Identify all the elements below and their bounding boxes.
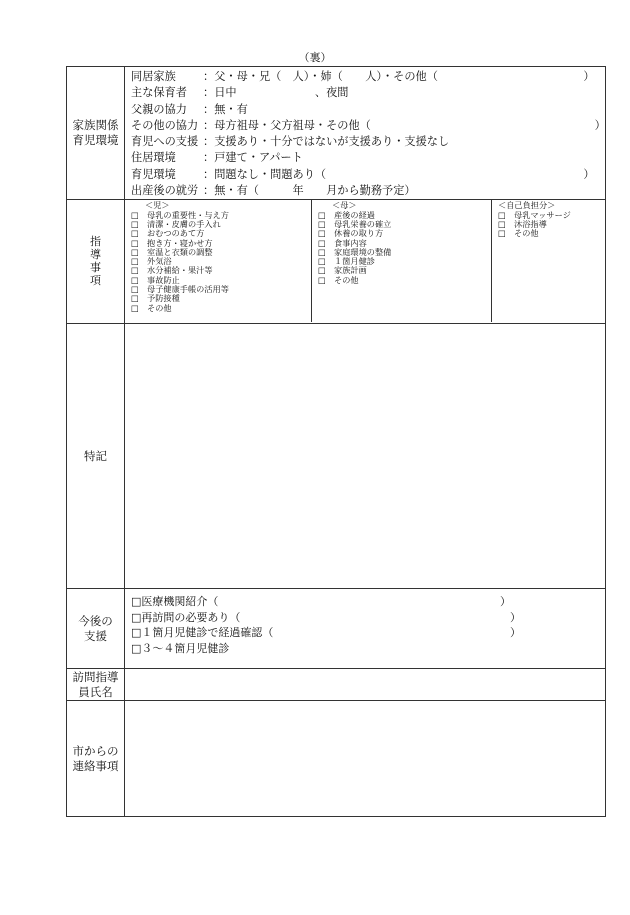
family-row-value[interactable]: ：日中 、夜間 [203, 86, 349, 100]
city-label: 市からの 連絡事項 [72, 743, 119, 773]
family-row-value[interactable]: ：父・母・兄（ 人）・姉（ 人）・その他（ ） [203, 70, 595, 83]
checkbox-icon[interactable]: □ [131, 256, 139, 267]
visit-record-form [66, 66, 606, 817]
self-guidance-item-label: 母乳マッサージ [514, 209, 571, 220]
child-guidance-item-label: 抱き方・寝かせ方 [147, 237, 213, 248]
child-guidance-item-label: その他 [147, 302, 172, 313]
page-label: （裏） [298, 51, 332, 64]
checkbox-icon[interactable]: □ [131, 302, 139, 313]
checkbox-icon[interactable]: □ [498, 228, 506, 239]
child-guidance-item-label: 外気浴 [147, 256, 172, 267]
guidance-label: 指 導 事 項 [90, 235, 101, 288]
family-label: 家族関係 育児環境 [72, 118, 119, 148]
checkbox-icon[interactable]: □ [498, 209, 506, 220]
notes-label-cell [67, 324, 125, 589]
future-support-text: □医療機関紹介（ [131, 595, 219, 609]
mother-guidance-item-label: その他 [334, 274, 359, 285]
family-row [131, 85, 605, 101]
family-row-key: その他の協力 [131, 118, 199, 132]
future-support-cell[interactable] [125, 589, 606, 669]
future-support-item[interactable] [131, 641, 521, 657]
self-guidance-item-label: 沐浴指導 [514, 218, 547, 229]
checkbox-icon[interactable]: □ [131, 209, 139, 220]
family-row [131, 102, 605, 118]
future-support-text: □再訪問の必要あり（ [131, 610, 241, 624]
future-support-close: ） [510, 610, 521, 624]
family-row-key: 住居環境 [131, 151, 176, 165]
checkbox-icon[interactable]: □ [131, 265, 139, 276]
child-guidance-item-label: 予防接種 [147, 293, 180, 304]
future-label-cell [67, 589, 125, 669]
family-row [131, 150, 605, 166]
family-row-value[interactable]: ：無・有（ 年 月から勤務予定） [203, 184, 416, 198]
checkbox-icon[interactable]: □ [318, 228, 326, 239]
family-row-value[interactable]: ：母方祖母・父方祖母・その他（ ） [203, 118, 606, 132]
checkbox-icon[interactable]: □ [318, 246, 326, 257]
notes-field[interactable] [125, 324, 606, 589]
mother-guidance-item-label: 家庭環境の整備 [334, 246, 392, 257]
checkbox-icon[interactable]: □ [131, 293, 139, 304]
checkbox-icon[interactable]: □ [318, 274, 326, 285]
family-cell[interactable] [125, 67, 606, 200]
future-support-item[interactable] [131, 610, 521, 626]
family-row-key: 同居家族 [131, 70, 176, 83]
checkbox-icon[interactable]: □ [131, 246, 139, 257]
family-row-key: 父親の協力 [131, 102, 187, 116]
family-row-key: 育児環境 [131, 167, 176, 181]
child-guidance-item-label: おむつのあて方 [147, 228, 205, 239]
mother-guidance-item [318, 276, 491, 285]
checkbox-icon[interactable]: □ [318, 218, 326, 229]
checkbox-icon[interactable]: □ [131, 284, 139, 295]
future-support-text: □３～４箇月児健診 [131, 641, 230, 655]
family-row-value[interactable]: ：無・有 [203, 102, 248, 116]
guidance-cell [125, 200, 606, 324]
future-support-close: ） [500, 595, 511, 609]
family-row [131, 118, 605, 134]
mother-guidance-item-label: 母乳栄養の確立 [334, 218, 392, 229]
checkbox-icon[interactable]: □ [318, 256, 326, 267]
family-row-key: 育児への支援 [131, 135, 199, 149]
checkbox-icon[interactable]: □ [318, 209, 326, 220]
family-row [131, 69, 605, 85]
checkbox-icon[interactable]: □ [131, 218, 139, 229]
family-row-value[interactable]: ：問題なし・問題あり（ ） [203, 167, 595, 181]
child-guidance-item-label: 母子健康手帳の活用等 [147, 284, 229, 295]
family-row [131, 183, 605, 199]
checkbox-icon[interactable]: □ [318, 237, 326, 248]
family-label-cell [67, 67, 125, 200]
mother-guidance-item-label: 食事内容 [334, 237, 367, 248]
mother-guidance-item-label: １箇月健診 [334, 256, 375, 267]
mother-guidance-item-label: 産後の経過 [334, 209, 375, 220]
self-pay-header: ＜自己負担分＞ [498, 200, 556, 211]
instructor-name-field[interactable] [125, 669, 606, 701]
checkbox-icon[interactable]: □ [131, 237, 139, 248]
family-row [131, 134, 605, 150]
city-label-cell [67, 701, 125, 817]
instructor-label: 訪問指導 員氏名 [72, 669, 119, 699]
mother-guidance-item-label: 休養の取り方 [334, 228, 384, 239]
checkbox-icon[interactable]: □ [131, 228, 139, 239]
mother-guidance-column [312, 200, 492, 322]
checkbox-icon[interactable]: □ [131, 274, 139, 285]
family-row-key: 出産後の就労 [131, 184, 199, 198]
instructor-label-cell [67, 669, 125, 701]
family-row-value[interactable]: ：戸建て・アパート [203, 151, 303, 165]
self-pay-column [492, 200, 605, 322]
checkbox-icon[interactable]: □ [498, 218, 506, 229]
future-support-close: ） [510, 626, 521, 640]
mother-guidance-item-label: 家族計画 [334, 265, 367, 276]
family-row [131, 167, 605, 183]
future-support-item[interactable] [131, 594, 521, 610]
child-guidance-item-label: 清潔・皮膚の手入れ [147, 218, 221, 229]
checkbox-icon[interactable]: □ [318, 265, 326, 276]
child-guidance-item-label: 水分補給・果汁等 [147, 265, 213, 276]
guidance-label-cell [67, 200, 125, 324]
future-support-item[interactable] [131, 625, 521, 641]
future-label: 今後の 支援 [78, 613, 113, 643]
child-guidance-item-label: 母乳の重要性・与え方 [147, 209, 229, 220]
self-guidance-item [498, 229, 605, 238]
child-guidance-column [125, 200, 312, 322]
notes-label: 特記 [84, 448, 107, 463]
mother-guidance-header: ＜母＞ [332, 200, 357, 211]
family-row-key: 主な保育者 [131, 86, 187, 100]
child-guidance-item-label: 室温と衣類の調整 [147, 246, 213, 257]
child-guidance-header: ＜児＞ [145, 200, 170, 211]
child-guidance-item [131, 304, 311, 313]
future-support-text: □１箇月児健診で経過確認（ [131, 626, 274, 640]
city-notes-field[interactable] [125, 701, 606, 817]
family-row-value[interactable]: ：支援あり・十分ではないが支援あり・支援なし [203, 135, 450, 149]
self-guidance-item-label: その他 [514, 228, 539, 239]
child-guidance-item-label: 事故防止 [147, 274, 180, 285]
